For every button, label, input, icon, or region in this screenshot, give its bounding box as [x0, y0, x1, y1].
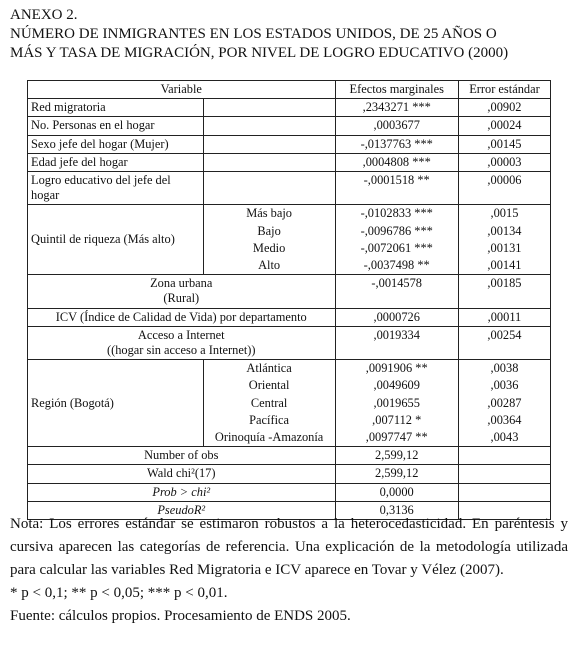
effect-value: ,0000726 [335, 308, 458, 326]
row-label-line-2: (Rural) [163, 291, 200, 306]
error-value: ,00364 [458, 412, 550, 429]
effect-value: ,0003677 [335, 117, 458, 135]
stat-label: Number of obs [28, 447, 336, 465]
stat-label: Wald chi²(17) [28, 465, 336, 483]
effect-value: ,0004808 *** [335, 153, 458, 171]
notes-section [10, 513, 568, 628]
empty-cell [203, 117, 335, 135]
error-value: ,00254 [458, 326, 550, 359]
table-row [28, 275, 551, 308]
source-note: Fuente: cálculos propios. Procesamiento de ENDS 2005. [10, 608, 351, 624]
stats-row [28, 447, 551, 465]
empty-cell [458, 447, 550, 465]
stat-value: 2,599,12 [335, 465, 458, 483]
row-label: Sexo jefe del hogar (Mujer) [28, 135, 204, 153]
stat-value: 2,599,12 [335, 447, 458, 465]
category-label: Central [203, 395, 335, 412]
effect-value: ,0019334 [335, 326, 458, 359]
category-label: Más bajo [203, 205, 335, 223]
effect-value: ,0091906 ** [335, 360, 458, 378]
empty-cell [203, 153, 335, 171]
error-value: ,0036 [458, 377, 550, 394]
error-value: ,00134 [458, 223, 550, 240]
page-title [10, 6, 570, 63]
row-label-line-2: hogar [31, 188, 60, 203]
effect-value: ,2343271 *** [335, 99, 458, 117]
error-value: ,00003 [458, 153, 550, 171]
effect-value: -,0037498 ** [335, 257, 458, 275]
error-value: ,00024 [458, 117, 550, 135]
error-value: ,00141 [458, 257, 550, 275]
stat-value: 0,3136 [335, 501, 458, 519]
category-label: Alto [203, 257, 335, 275]
empty-cell [203, 135, 335, 153]
stats-row [28, 465, 551, 483]
error-value: ,00011 [458, 308, 550, 326]
effect-value: ,0097747 ** [335, 429, 458, 447]
title-annex: ANEXO 2. [10, 7, 78, 23]
table-row [28, 308, 551, 326]
note-text: Nota: Los errores estándar se estimaron robustos a la heterocedasticidad. En paréntesis y cursiva aparecen las categorías de referencia. Una explicación de la metodología utilizada para calcular las variables Red Migratoria e ICV aparece en Tovar y Vélez (2007). [10, 516, 568, 578]
row-label [28, 275, 336, 308]
empty-cell [458, 465, 550, 483]
effect-value: -,0001518 ** [335, 172, 458, 205]
error-value: ,00902 [458, 99, 550, 117]
error-value: ,0038 [458, 360, 550, 378]
header-effects: Efectos marginales [335, 81, 458, 99]
group-label-quintil: Quintil de riqueza (Más alto) [28, 205, 204, 275]
error-value: ,00145 [458, 135, 550, 153]
error-value: ,00006 [458, 172, 550, 205]
row-label: Red migratoria [28, 99, 204, 117]
table-row [28, 135, 551, 153]
row-label: No. Personas en el hogar [28, 117, 204, 135]
category-label: Medio [203, 240, 335, 257]
error-value: ,0015 [458, 205, 550, 223]
effect-value: -,0137763 *** [335, 135, 458, 153]
table-header-row [28, 81, 551, 99]
stat-label: PseudoR² [28, 501, 336, 519]
row-label: ICV (Índice de Calidad de Vida) por departamento [28, 308, 336, 326]
effect-value: -,0102833 *** [335, 205, 458, 223]
error-value: ,00185 [458, 275, 550, 308]
empty-cell [458, 483, 550, 501]
row-label [28, 326, 336, 359]
category-label: Pacífica [203, 412, 335, 429]
title-line-2: NÚMERO DE INMIGRANTES EN LOS ESTADOS UNIDOS, DE 25 AÑOS O [10, 26, 497, 42]
table-row [28, 360, 551, 378]
effect-value: ,0019655 [335, 395, 458, 412]
empty-cell [203, 99, 335, 117]
header-error: Error estándar [458, 81, 550, 99]
effect-value: -,0014578 [335, 275, 458, 308]
significance-note: * p < 0,1; ** p < 0,05; *** p < 0,01. [10, 585, 228, 601]
row-label-line-1: Zona urbana [150, 276, 213, 291]
effect-value: ,007112 * [335, 412, 458, 429]
category-label: Bajo [203, 223, 335, 240]
stat-value: 0,0000 [335, 483, 458, 501]
table-row [28, 205, 551, 223]
table-row [28, 172, 551, 205]
title-line-3: MÁS Y TASA DE MIGRACIÓN, POR NIVEL DE LOGRO EDUCATIVO (2000) [10, 45, 509, 61]
effect-value: -,0072061 *** [335, 240, 458, 257]
group-label-region: Región (Bogotá) [28, 360, 204, 447]
header-variable: Variable [28, 81, 336, 99]
row-label-line-2: ((hogar sin acceso a Internet)) [106, 343, 256, 358]
category-label: Atlántica [203, 360, 335, 378]
table-row [28, 153, 551, 171]
error-value: ,0043 [458, 429, 550, 447]
category-label: Oriental [203, 377, 335, 394]
row-label: Edad jefe del hogar [28, 153, 204, 171]
table-row [28, 99, 551, 117]
error-value: ,00131 [458, 240, 550, 257]
row-label-line-1: Acceso a Internet [137, 327, 225, 342]
error-value: ,00287 [458, 395, 550, 412]
row-label [28, 172, 204, 205]
category-label: Orinoquía -Amazonía [203, 429, 335, 447]
effect-value: -,0096786 *** [335, 223, 458, 240]
table-row [28, 117, 551, 135]
stat-label: Prob > chi² [28, 483, 336, 501]
empty-cell [203, 172, 335, 205]
table-row [28, 326, 551, 359]
results-table [27, 80, 551, 520]
stats-row [28, 483, 551, 501]
row-label-line-1: Logro educativo del jefe del [31, 173, 171, 188]
effect-value: ,0049609 [335, 377, 458, 394]
